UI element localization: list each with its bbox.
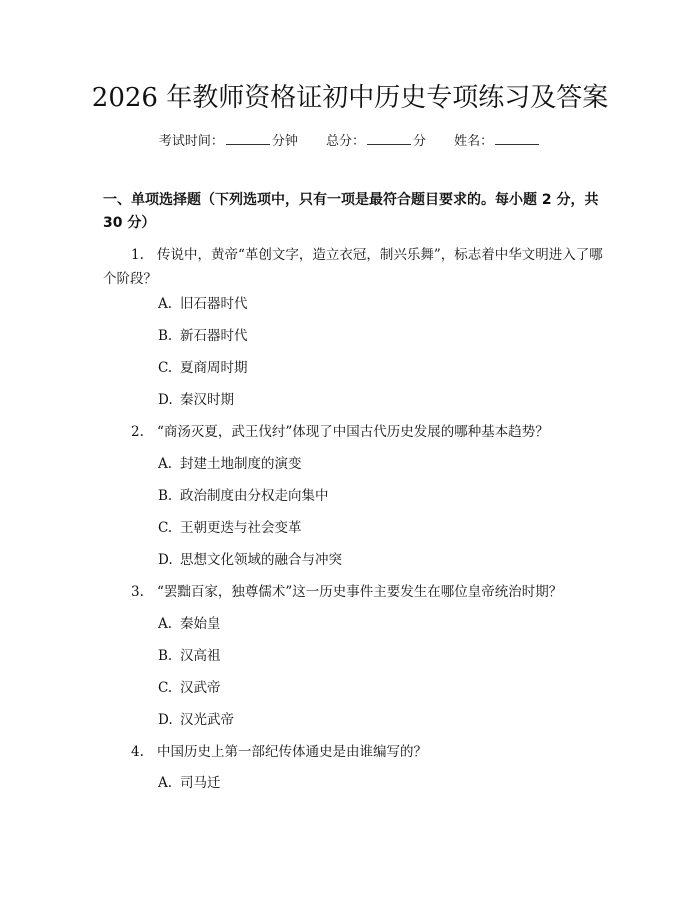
option-text: 思想文化领域的融合与冲突 xyxy=(180,552,342,568)
option-letter: A. xyxy=(158,775,173,791)
option-letter: D. xyxy=(158,392,173,408)
option-letter: A. xyxy=(158,616,173,632)
question-text: “罢黜百家，独尊儒术”这一历史事件主要发生在哪位皇帝统治时期？ xyxy=(157,584,563,600)
total-score-field xyxy=(326,130,426,153)
question-text: “商汤灭夏，武王伐纣”体现了中国古代历史发展的哪种基本趋势？ xyxy=(157,424,549,440)
question-3-option-d[interactable] xyxy=(158,709,234,731)
name-field xyxy=(454,130,541,153)
question-3-option-c[interactable] xyxy=(158,677,221,699)
exam-time-label: 考试时间： xyxy=(158,134,224,149)
question-2-option-a[interactable] xyxy=(158,453,302,475)
option-letter: C. xyxy=(158,680,173,696)
option-text: 秦始皇 xyxy=(180,616,221,632)
question-2-option-c[interactable] xyxy=(158,517,302,539)
question-number: 4. xyxy=(131,744,144,760)
exam-time-unit: 分钟 xyxy=(271,134,298,149)
question-1 xyxy=(103,243,603,291)
option-letter: D. xyxy=(158,552,173,568)
name-blank[interactable] xyxy=(495,130,539,145)
question-1-option-c[interactable] xyxy=(158,357,248,379)
option-text: 封建土地制度的演变 xyxy=(180,456,302,472)
exam-meta xyxy=(0,130,700,153)
option-text: 司马迁 xyxy=(180,775,221,791)
option-text: 汉高祖 xyxy=(180,648,221,664)
option-text: 王朝更迭与社会变革 xyxy=(180,520,302,536)
option-text: 新石器时代 xyxy=(180,328,248,344)
question-4 xyxy=(103,740,603,764)
name-label: 姓名： xyxy=(454,134,494,149)
section-heading: 一、单项选择题（下列选项中，只有一项是最符合题目要求的。每小题 2 分，共 30 分） xyxy=(103,192,599,231)
total-score-label: 总分： xyxy=(325,134,365,149)
option-letter: A. xyxy=(158,296,173,312)
total-score-unit: 分 xyxy=(413,134,427,149)
question-4-option-a[interactable] xyxy=(158,772,221,794)
question-1-option-a[interactable] xyxy=(158,293,248,315)
question-3-option-a[interactable] xyxy=(158,613,221,635)
option-text: 秦汉时期 xyxy=(180,392,234,408)
page-title: 2026 年教师资格证初中历史专项练习及答案 xyxy=(91,83,609,113)
option-letter: C. xyxy=(158,520,173,536)
option-letter: B. xyxy=(158,328,173,344)
question-3-option-b[interactable] xyxy=(158,645,221,667)
question-text: 传说中，黄帝“革创文字，造立衣冠，制兴乐舞”，标志着中华文明进入了哪个阶段？ xyxy=(103,247,603,287)
question-text: 中国历史上第一部纪传体通史是由谁编写的？ xyxy=(157,744,427,760)
option-letter: A. xyxy=(158,456,173,472)
question-number: 3. xyxy=(131,584,144,600)
question-2-option-b[interactable] xyxy=(158,485,329,507)
exam-time-field xyxy=(159,130,298,153)
question-1-option-d[interactable] xyxy=(158,389,234,411)
exam-time-blank[interactable] xyxy=(226,130,270,145)
question-3 xyxy=(103,580,603,604)
option-letter: C. xyxy=(158,360,173,376)
option-letter: B. xyxy=(158,648,173,664)
total-score-blank[interactable] xyxy=(367,130,411,145)
option-text: 汉武帝 xyxy=(180,680,221,696)
question-number: 1. xyxy=(131,247,144,263)
question-2 xyxy=(103,420,603,444)
question-1-option-b[interactable] xyxy=(158,325,248,347)
option-letter: D. xyxy=(158,712,173,728)
option-text: 旧石器时代 xyxy=(180,296,248,312)
question-number: 2. xyxy=(131,424,144,440)
option-text: 政治制度由分权走向集中 xyxy=(180,488,329,504)
option-letter: B. xyxy=(158,488,173,504)
question-2-option-d[interactable] xyxy=(158,549,342,571)
option-text: 夏商周时期 xyxy=(180,360,248,376)
option-text: 汉光武帝 xyxy=(180,712,234,728)
